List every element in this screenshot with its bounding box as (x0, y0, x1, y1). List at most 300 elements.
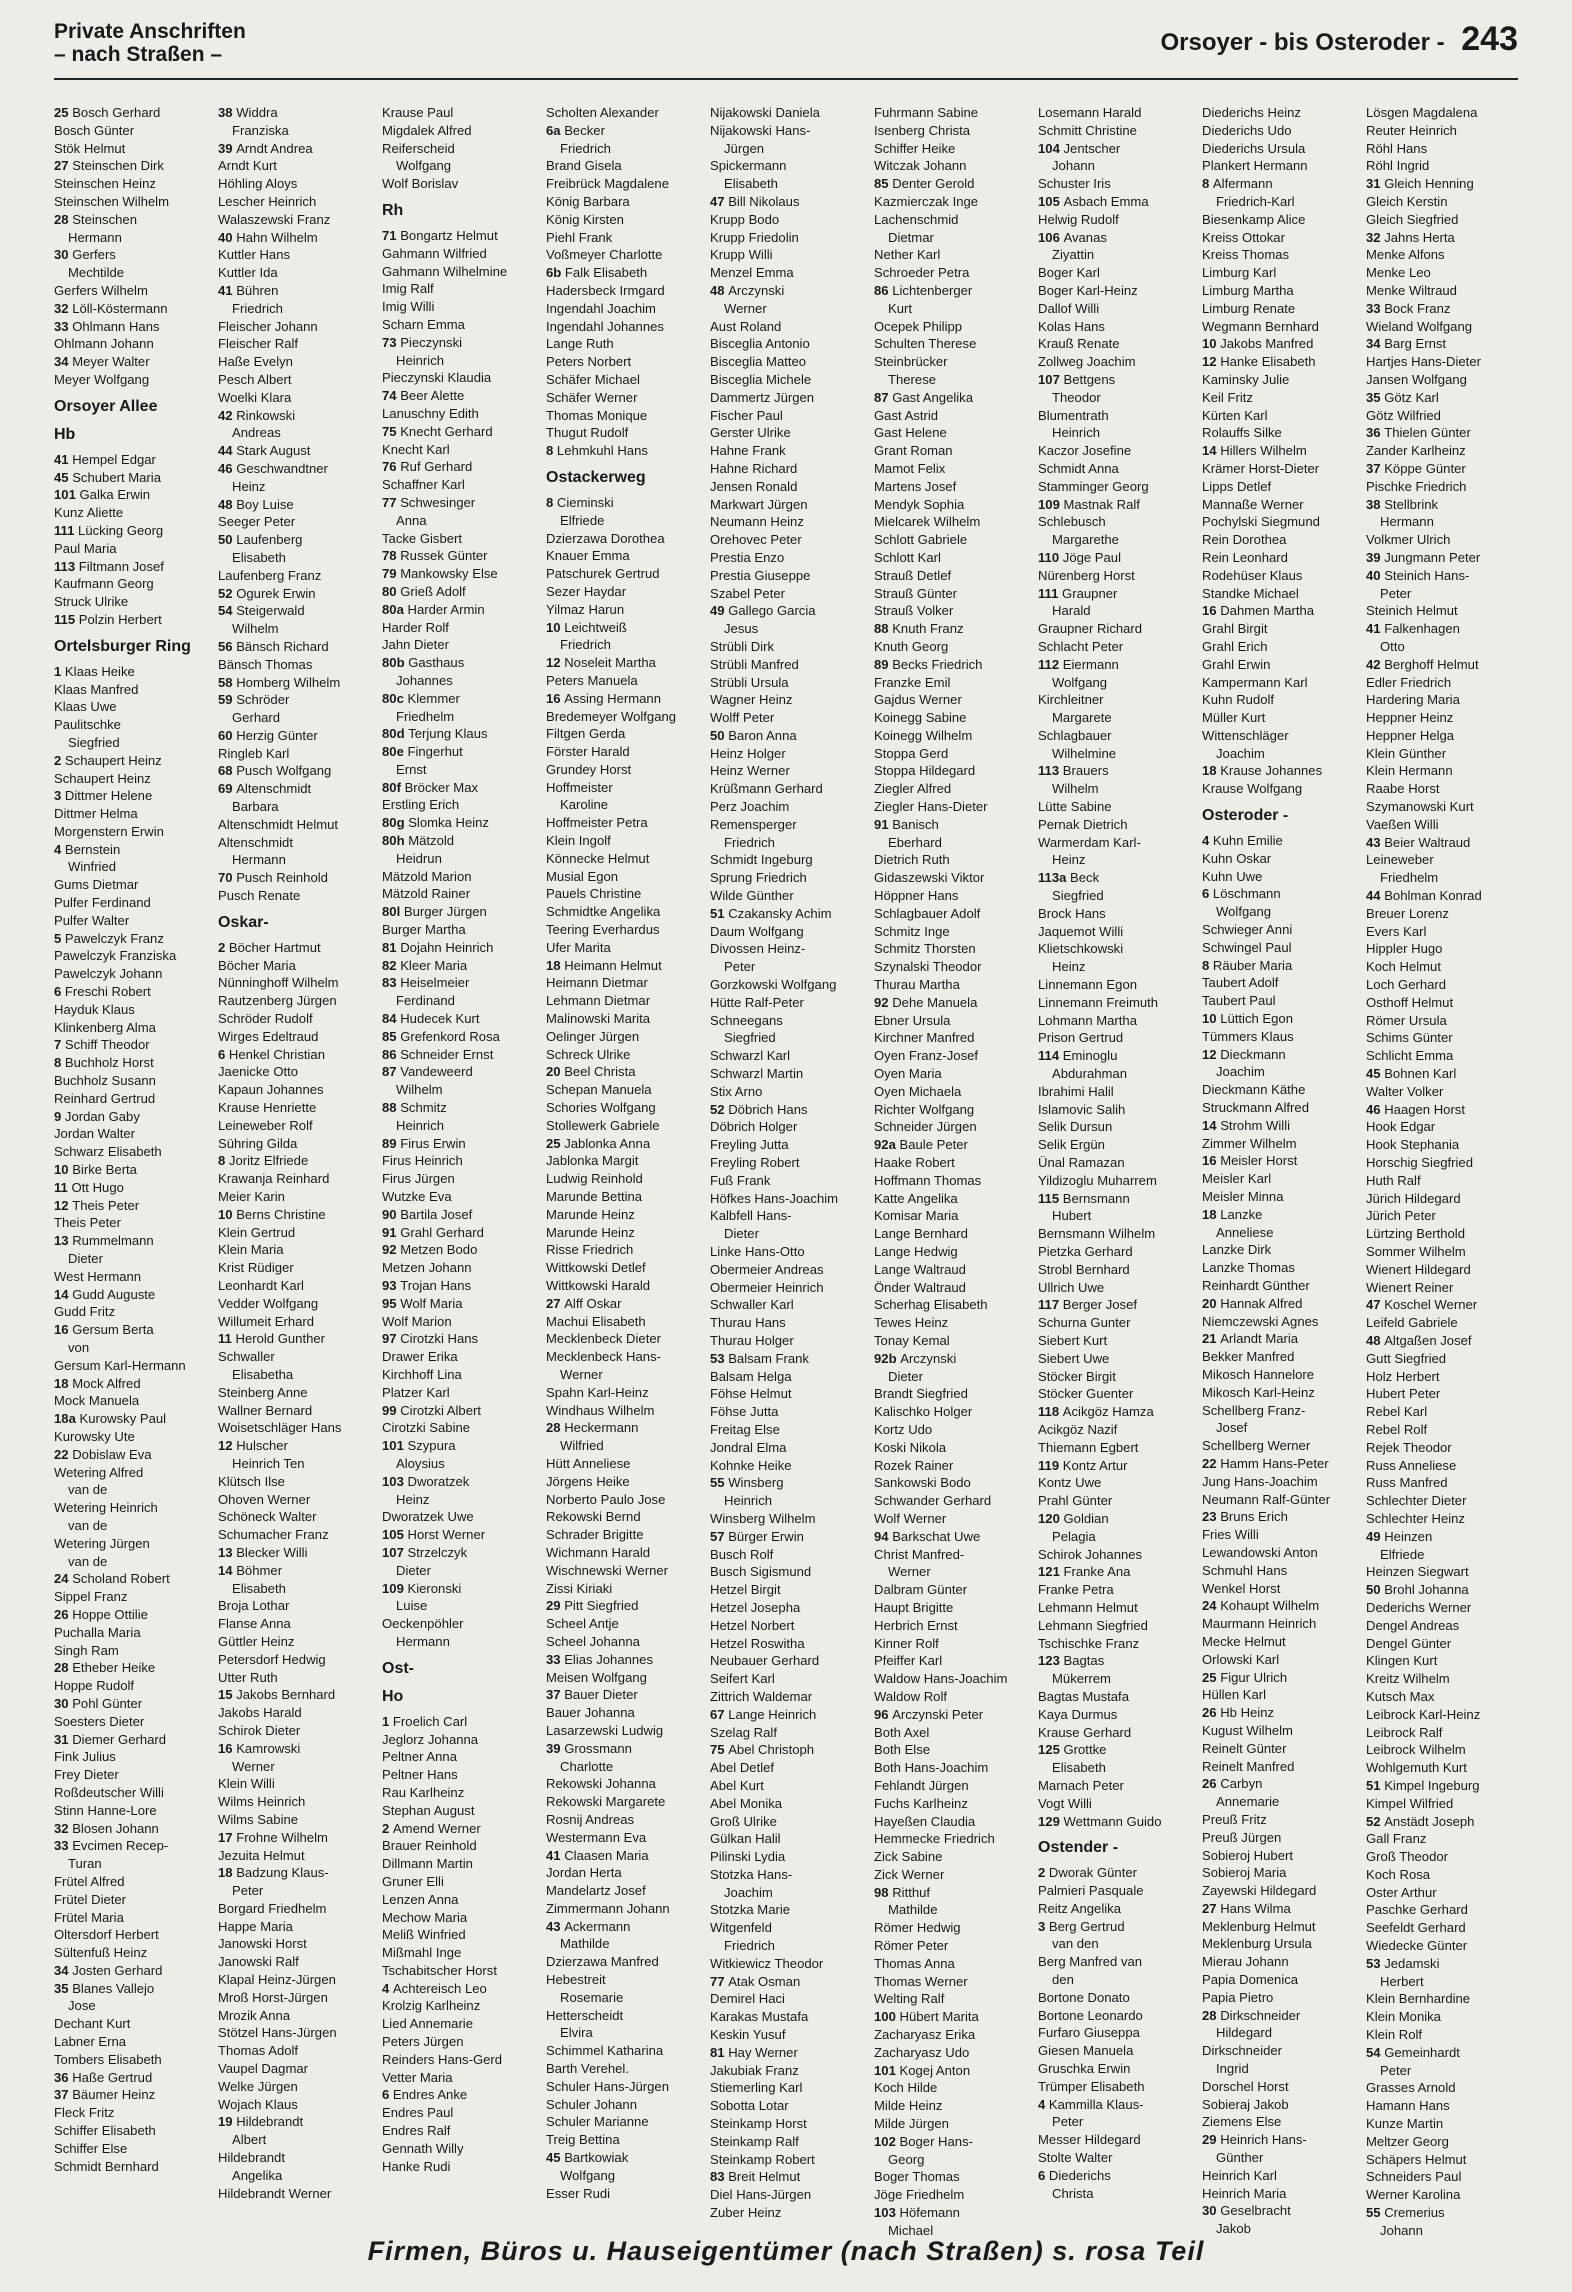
house-number: 80a (382, 601, 408, 617)
directory-entry: 81 Hay Werner (710, 2044, 798, 2060)
directory-entry: Klingen Kurt (1366, 1653, 1438, 1669)
entry-continuation: Albert (232, 2132, 267, 2148)
directory-entry: Reinders Hans-Gerd (382, 2051, 503, 2067)
house-number: 67 (710, 1706, 729, 1722)
directory-entry: Schuler Johann (546, 2096, 637, 2112)
directory-entry: Steinkamp Ralf (710, 2133, 799, 2149)
directory-entry: Klaas Manfred (54, 681, 139, 697)
directory-entry: Endres Paul (382, 2105, 454, 2121)
directory-entry: Gerfers Wilhelm (54, 282, 148, 298)
directory-entry: Lenzen Anna (382, 1891, 459, 1907)
directory-entry: Hemmecke Friedrich (874, 1831, 995, 1847)
directory-entry: Prison Gertrud (1038, 1030, 1124, 1046)
directory-entry: Kürten Karl (1202, 407, 1268, 423)
entry-continuation: Peter (1380, 585, 1412, 601)
directory-entry: Meisler Minna (1202, 1189, 1284, 1205)
directory-entry: Mannaße Werner (1202, 496, 1304, 512)
directory-entry: 92a Baule Peter (874, 1137, 968, 1153)
directory-entry: 12 Hulscher (218, 1438, 288, 1454)
directory-entry: Plankert Hermann (1202, 158, 1308, 174)
entry-continuation: Wolfgang (1052, 674, 1108, 690)
directory-entry: Wilde Günther (710, 888, 794, 904)
directory-entry: Janowski Ralf (218, 1954, 299, 1970)
directory-entry: Dzierzawa Dorothea (546, 530, 665, 546)
directory-entry: Koinegg Wilhelm (874, 727, 973, 743)
directory-entry: Nürenberg Horst (1038, 567, 1135, 583)
directory-entry: Römer Peter (874, 1938, 949, 1954)
directory-entry: Holz Herbert (1366, 1368, 1440, 1384)
directory-entry: Hahne Frank (710, 443, 786, 459)
house-number: 11 (218, 1331, 236, 1347)
house-number: 83 (710, 2169, 729, 2185)
directory-entry: Stamminger Georg (1038, 478, 1149, 494)
entry-continuation: Otto (1380, 638, 1405, 654)
directory-entry: 83 Heiselmeier (382, 975, 470, 991)
directory-entry: 1 Froelich Carl (382, 1713, 468, 1729)
directory-entry: Jaenicke Otto (218, 1064, 299, 1080)
directory-entry: Borgard Friedhelm (218, 1900, 327, 1916)
directory-entry: 36 Thielen Günter (1366, 425, 1471, 441)
house-number: 8 (1202, 176, 1213, 192)
house-number: 80l (382, 904, 404, 920)
directory-entry: Schwander Gerhard (874, 1493, 992, 1509)
house-number: 91 (874, 816, 893, 832)
directory-entry: Höppner Hans (874, 888, 959, 904)
house-number: 4 (54, 841, 65, 857)
house-number: 37 (1366, 460, 1385, 476)
directory-entry: Freibrück Magdalene (546, 176, 669, 192)
house-number: 93 (382, 1278, 401, 1293)
directory-entry: 29 Heinrich Hans- (1202, 2132, 1307, 2148)
entry-continuation: Friedrich (724, 1938, 775, 1954)
entry-continuation: Heinrich (396, 352, 445, 368)
directory-entry: Flanse Anna (218, 1616, 291, 1632)
directory-entry: Föhse Helmut (710, 1386, 792, 1402)
directory-entry: Trümper Elisabeth (1038, 2078, 1145, 2094)
directory-entry: Meyer Wolfgang (54, 371, 150, 387)
directory-entry: Lehmann Helmut (1038, 1599, 1138, 1615)
directory-entry: 46 Haagen Horst (1366, 1101, 1465, 1117)
house-number: 16 (218, 1740, 237, 1756)
street-heading: Ho (382, 1687, 404, 1705)
directory-entry: Schmidt Anna (1038, 460, 1119, 476)
directory-entry: 77 Atak Osman (710, 1973, 801, 1989)
directory-entry: Klein Günther (1366, 745, 1447, 761)
directory-entry: Bänsch Thomas (218, 656, 313, 672)
entry-continuation: Josef (1216, 1420, 1248, 1436)
house-number: 10 (546, 619, 565, 635)
directory-entry: Nether Karl (874, 247, 941, 263)
directory-entry: Hetzel Roswitha (710, 1635, 805, 1651)
directory-entry: 8 Alfermann (1202, 176, 1273, 192)
directory-entry: 78 Russek Günter (382, 548, 488, 564)
directory-entry: Krupp Bodo (710, 211, 780, 227)
house-number: 94 (874, 1528, 893, 1544)
directory-entry: 53 Balsam Frank (710, 1350, 809, 1366)
directory-entry: 41 Bühren (218, 282, 279, 298)
directory-entry: 34 Barg Ernst (1366, 336, 1447, 352)
directory-entry: Lewandowski Anton (1202, 1544, 1318, 1560)
directory-entry: Thurau Holger (710, 1332, 794, 1348)
entry-continuation: Wilhelm (232, 621, 279, 637)
directory-entry: Losemann Harald (1038, 105, 1142, 120)
house-number: 22 (1202, 1455, 1221, 1471)
directory-entry: Limburg Karl (1202, 265, 1277, 281)
directory-entry: Önder Waltraud (874, 1279, 966, 1295)
house-number: 86 (382, 1046, 401, 1062)
house-number: 37 (54, 2087, 73, 2103)
directory-entry: Ullrich Uwe (1038, 1279, 1105, 1295)
house-number: 16 (546, 690, 565, 706)
directory-entry: 22 Hamm Hans-Peter (1202, 1455, 1329, 1471)
directory-entry: Schuler Hans-Jürgen (546, 2078, 669, 2094)
directory-entry: 54 Gemeinhardt (1366, 2044, 1460, 2060)
house-number: 119 (1038, 1457, 1063, 1473)
house-number: 18 (1202, 763, 1221, 779)
directory-entry: Thurau Hans (710, 1315, 786, 1331)
directory-entry: Zander Karlheinz (1366, 443, 1466, 459)
house-number: 53 (1366, 1955, 1385, 1971)
directory-entry: Niemczewski Agnes (1202, 1313, 1319, 1329)
directory-entry: 98 Ritthuf (874, 1884, 931, 1900)
house-number: 103 (874, 2205, 900, 2221)
directory-entry: Stoppa Gerd (874, 745, 949, 761)
directory-entry: Hetzel Norbert (710, 1617, 795, 1633)
directory-entry: Kuhn Rudolf (1202, 692, 1275, 708)
directory-entry: Schmitz Thorsten (874, 941, 976, 957)
directory-entry: 106 Avanas (1038, 229, 1107, 245)
entry-continuation: Friedrich (232, 300, 283, 316)
house-number: 68 (218, 763, 237, 779)
directory-entry: Wichmann Harald (546, 1544, 651, 1560)
directory-entry: Edler Friedrich (1366, 674, 1452, 690)
directory-entry: 68 Pusch Wolfgang (218, 763, 332, 779)
directory-entry: Schulten Therese (874, 336, 977, 352)
directory-entry: Groß Theodor (1366, 1849, 1448, 1865)
house-number: 38 (1366, 496, 1385, 512)
directory-entry: Witczak Johann (874, 158, 967, 174)
entry-continuation: Hermann (396, 1633, 450, 1649)
directory-entry: Kortz Udo (874, 1421, 933, 1437)
directory-entry: Kuttler Hans (218, 247, 291, 263)
directory-entry: 50 Brohl Johanna (1366, 1582, 1469, 1598)
directory-entry: 102 Boger Hans- (874, 2133, 973, 2149)
entry-continuation: Joachim (1216, 1064, 1265, 1080)
directory-entry: 8 Lehmkuhl Hans (546, 443, 648, 459)
directory-entry: Erstling Erich (382, 797, 460, 813)
directory-entry: Strobl Bernhard (1038, 1261, 1130, 1277)
house-number: 12 (1202, 354, 1221, 370)
directory-entry: Pulfer Walter (54, 912, 130, 928)
entry-continuation: Hubert (1052, 1208, 1092, 1224)
directory-entry: Ziegler Hans-Dieter (874, 799, 988, 815)
entry-continuation: Friedrich-Karl (1216, 193, 1295, 209)
house-number: 24 (1202, 1598, 1221, 1614)
directory-entry: 26 Carbyn (1202, 1776, 1263, 1792)
house-number: 25 (54, 105, 73, 120)
directory-entry: 80a Harder Armin (382, 601, 485, 617)
directory-entry: 11 Ott Hugo (54, 1179, 124, 1195)
directory-entry: Utter Ruth (218, 1669, 278, 1685)
house-number: 87 (382, 1064, 401, 1080)
directory-entry: 32 Jahns Herta (1366, 229, 1455, 245)
directory-entry: Lescher Heinrich (218, 193, 317, 209)
directory-entry: Hubert Peter (1366, 1386, 1441, 1402)
directory-entry: 86 Schneider Ernst (382, 1046, 494, 1062)
directory-entry: 73 Pieczynski (382, 334, 463, 350)
street-heading: Ortelsburger Ring (54, 637, 191, 655)
directory-entry: 76 Ruf Gerhard (382, 459, 473, 475)
directory-entry: 31 Diemer Gerhard (54, 1731, 167, 1747)
directory-entry: Franke Petra (1038, 1582, 1114, 1598)
directory-entry: Pawelczyk Johann (54, 966, 163, 982)
directory-entry: 8 Joritz Elfriede (218, 1153, 309, 1169)
directory-entry: Reinhard Gertrud (54, 1090, 156, 1106)
house-number: 7 (54, 1037, 65, 1053)
directory-entry: Lange Hedwig (874, 1244, 958, 1259)
directory-entry: Schepan Manuela (546, 1082, 652, 1098)
directory-entry: Mielcarek Wilhelm (874, 514, 981, 530)
directory-entry: 31 Gleich Henning (1366, 176, 1474, 192)
directory-entry: Wittkowski Detlef (546, 1260, 646, 1276)
directory-entry: 12 Noseleit Martha (546, 655, 656, 671)
directory-entry: Brock Hans (1038, 905, 1106, 921)
directory-entry: 20 Hannak Alfred (1202, 1295, 1303, 1311)
directory-entry: 8 Buchholz Horst (54, 1055, 154, 1071)
house-number: 35 (1366, 389, 1385, 405)
directory-entry: 74 Beer Alette (382, 388, 465, 404)
directory-entry: Bekker Manfred (1202, 1349, 1295, 1365)
house-number: 10 (1202, 1011, 1221, 1027)
directory-entry: Strübli Ursula (710, 674, 789, 690)
entry-continuation: Annemarie (1216, 1794, 1280, 1810)
entry-continuation: Angelika (232, 2167, 283, 2183)
house-number: 52 (710, 1101, 729, 1117)
directory-entry: Klütsch Ilse (218, 1473, 285, 1489)
house-number: 50 (1366, 1582, 1385, 1598)
directory-entry: Wilms Sabine (218, 1811, 299, 1827)
directory-entry: Puchalla Maria (54, 1624, 141, 1640)
directory-entry: 6a Becker (546, 122, 605, 138)
directory-entry: Neumann Ralf-Günter (1202, 1491, 1331, 1507)
directory-entry: Schaupert Heinz (54, 770, 151, 786)
directory-entry: 71 Bongartz Helmut (382, 227, 498, 243)
directory-entry: Palmieri Pasquale (1038, 1883, 1144, 1899)
directory-entry: 80l Burger Jürgen (382, 904, 487, 920)
directory-entry: Abel Monika (710, 1795, 783, 1811)
directory-entry: Klinkenberg Alma (54, 1019, 156, 1035)
directory-entry: Oltersdorf Herbert (54, 1927, 159, 1943)
directory-entry: Ingendahl Joachim (546, 300, 656, 316)
directory-entry: Schellberg Franz- (1202, 1402, 1306, 1418)
directory-entry: Heppner Heinz (1366, 710, 1454, 726)
house-number: 42 (218, 407, 237, 423)
entry-continuation: Luise (396, 1598, 428, 1614)
directory-entry: 11 Herold Gunther (218, 1331, 326, 1347)
directory-entry: Mroß Horst-Jürgen (218, 1989, 328, 2005)
directory-entry: Jakobs Harald (218, 1705, 302, 1721)
house-number: 2 (54, 752, 65, 768)
house-number: 6 (1038, 2167, 1049, 2183)
directory-entry: Marunde Heinz (546, 1206, 635, 1222)
entry-continuation: Wilfried (560, 1438, 604, 1454)
directory-entry: Oster Arthur (1366, 1884, 1437, 1900)
directory-entry: Pochylski Siegmund (1202, 514, 1320, 530)
house-number: 120 (1038, 1510, 1064, 1526)
directory-entry: Grahl Birgit (1202, 621, 1268, 637)
directory-entry: Dechant Kurt (54, 2016, 131, 2032)
entry-continuation: Hermann (68, 229, 122, 245)
directory-entry: Scheel Johanna (546, 1633, 640, 1649)
directory-entry: Stök Helmut (54, 140, 126, 156)
house-number: 103 (382, 1473, 408, 1489)
house-number: 2 (382, 1820, 393, 1836)
header-left-line1: Private Anschriften (54, 20, 246, 43)
directory-entry: Schlacht Peter (1038, 638, 1124, 654)
house-number: 16 (1202, 1153, 1221, 1169)
directory-entry: Abel Kurt (710, 1777, 764, 1793)
directory-entry: Hoffmeister (546, 779, 613, 795)
entry-continuation: van de (68, 1482, 108, 1498)
house-number: 48 (218, 496, 237, 512)
directory-entry: 50 Laufenberg (218, 532, 303, 548)
directory-entry: Schäfer Werner (546, 389, 638, 405)
house-number: 48 (1366, 1332, 1385, 1348)
house-number: 80c (382, 690, 408, 706)
house-number: 4 (1038, 2096, 1049, 2112)
directory-entry: 2 Böcher Hartmut (218, 939, 321, 955)
directory-entry: Krause Henriette (218, 1100, 317, 1116)
directory-entry: Migdalek Alfred (382, 122, 472, 138)
house-number: 37 (546, 1687, 565, 1703)
house-number: 79 (382, 566, 401, 582)
house-number: 54 (218, 603, 237, 619)
directory-entry: Mechow Maria (382, 1909, 468, 1925)
directory-entry: Ziegler Alfred (874, 781, 952, 797)
house-number: 1 (382, 1713, 393, 1729)
house-number: 10 (1202, 336, 1221, 352)
directory-entry: Leonhardt Karl (218, 1278, 304, 1293)
directory-entry: Dengel Andreas (1366, 1617, 1460, 1633)
entry-continuation: Ingrid (1216, 2061, 1249, 2077)
directory-entry: Linnemann Egon (1038, 977, 1138, 993)
directory-entry: Firus Jürgen (382, 1171, 455, 1187)
directory-entry: 83 Breit Helmut (710, 2169, 801, 2185)
directory-entry: Mikosch Karl-Heinz (1202, 1384, 1315, 1400)
directory-entry: Standke Michael (1202, 585, 1299, 601)
directory-entry: Haake Robert (874, 1155, 955, 1171)
directory-entry: Freyling Robert (710, 1155, 800, 1171)
directory-entry: Struckmann Alfred (1202, 1100, 1309, 1116)
directory-entry: Limburg Renate (1202, 300, 1296, 316)
directory-entry: 32 Löll-Köstermann (54, 300, 168, 316)
directory-entry: 104 Jentscher (1038, 140, 1121, 156)
entry-continuation: Siegfried (1052, 888, 1104, 904)
directory-entry: 37 Köppe Günter (1366, 460, 1466, 476)
directory-entry: Ünal Ramazan (1038, 1155, 1125, 1171)
house-number: 26 (1202, 1705, 1221, 1721)
directory-entry: 4 Kuhn Emilie (1202, 833, 1283, 849)
directory-entry: Zacharyasz Erika (874, 2027, 976, 2043)
directory-entry: Römer Hedwig (874, 1920, 961, 1936)
directory-entry: Krause Gerhard (1038, 1724, 1132, 1740)
house-number: 39 (218, 140, 237, 156)
entry-continuation: Wolfgang (560, 2167, 616, 2183)
directory-entry: Hoffmann Thomas (874, 1172, 982, 1188)
entry-continuation: Heinrich (1052, 425, 1101, 441)
entry-continuation: Elisabeth (232, 1580, 286, 1596)
directory-entry: Horschig Siegfried (1366, 1155, 1473, 1171)
directory-entry: Heinz Werner (710, 763, 790, 779)
directory-entry: Dittmer Helma (54, 806, 138, 822)
house-number: 113 (54, 558, 79, 574)
directory-entry: 55 Cremerius (1366, 2205, 1445, 2221)
directory-entry: Diel Hans-Jürgen (710, 2187, 812, 2203)
house-number: 39 (1366, 549, 1385, 565)
directory-entry: Leibrock Karl-Heinz (1366, 1706, 1481, 1722)
house-number: 24 (54, 1571, 73, 1587)
directory-entry: Scholten Alexander (546, 105, 659, 120)
directory-entry: 14 Strohm Willi (1202, 1117, 1291, 1133)
directory-entry: Grasses Arnold (1366, 2080, 1456, 2096)
directory-entry: Welting Ralf (874, 1991, 945, 2007)
directory-entry: Pernak Dietrich (1038, 816, 1128, 832)
directory-entry: Wolf Marion (382, 1313, 452, 1329)
house-number: 54 (1366, 2044, 1385, 2060)
directory-entry: 25 Jablonka Anna (546, 1135, 651, 1151)
entry-continuation: Werner (560, 1366, 603, 1382)
directory-entry: Helwig Rudolf (1038, 211, 1119, 227)
house-number: 38 (218, 105, 237, 120)
directory-entry: Stolte Walter (1038, 2150, 1113, 2166)
directory-entry: Orehovec Peter (710, 532, 802, 548)
directory-entry: Winsberg Wilhelm (710, 1510, 816, 1526)
directory-entry: Schmuhl Hans (1202, 1562, 1288, 1578)
directory-entry: Hamann Hans (1366, 2098, 1450, 2114)
directory-entry: Reinhardt Günther (1202, 1278, 1310, 1293)
directory-entry: Knuth Georg (874, 638, 949, 654)
directory-entry: Gorzkowski Wolfgang (710, 977, 837, 993)
directory-entry: Thiemann Egbert (1038, 1439, 1139, 1455)
directory-entry: 28 Heckermann (546, 1420, 639, 1436)
directory-entry: Ohoven Werner (218, 1491, 311, 1507)
directory-entry: Seifert Karl (710, 1671, 775, 1687)
directory-entry: Jablonka Margit (546, 1153, 639, 1169)
directory-entry: 67 Lange Heinrich (710, 1706, 817, 1722)
directory-entry: 35 Blanes Vallejo (54, 1980, 155, 1996)
house-number: 44 (218, 443, 237, 459)
house-number: 47 (1366, 1297, 1385, 1313)
house-number: 44 (1366, 888, 1385, 904)
directory-entry: 103 Dworatzek (382, 1473, 470, 1489)
directory-entry: Schlechter Dieter (1366, 1493, 1467, 1509)
entry-continuation: Mathilde (888, 1902, 938, 1918)
directory-entry: Piehl Frank (546, 229, 613, 245)
directory-entry: 97 Cirotzki Hans (382, 1331, 479, 1347)
directory-entry: Schmitz Inge (874, 923, 950, 939)
directory-entry: Leibrock Ralf (1366, 1724, 1443, 1740)
directory-entry: 60 Herzig Günter (218, 727, 318, 743)
directory-entry: Pilinski Lydia (710, 1849, 786, 1865)
directory-entry: 80h Mätzold (382, 833, 455, 849)
directory-entry: 95 Wolf Maria (382, 1295, 463, 1311)
directory-entry: Kaczor Josefine (1038, 443, 1132, 459)
entry-continuation: Anneliese (1216, 1224, 1274, 1240)
entry-continuation: Wilhelm (396, 1082, 443, 1098)
directory-entry: Frütel Dieter (54, 1891, 127, 1907)
directory-entry: 85 Denter Gerold (874, 176, 975, 192)
directory-entry: Lipps Detlef (1202, 478, 1272, 494)
